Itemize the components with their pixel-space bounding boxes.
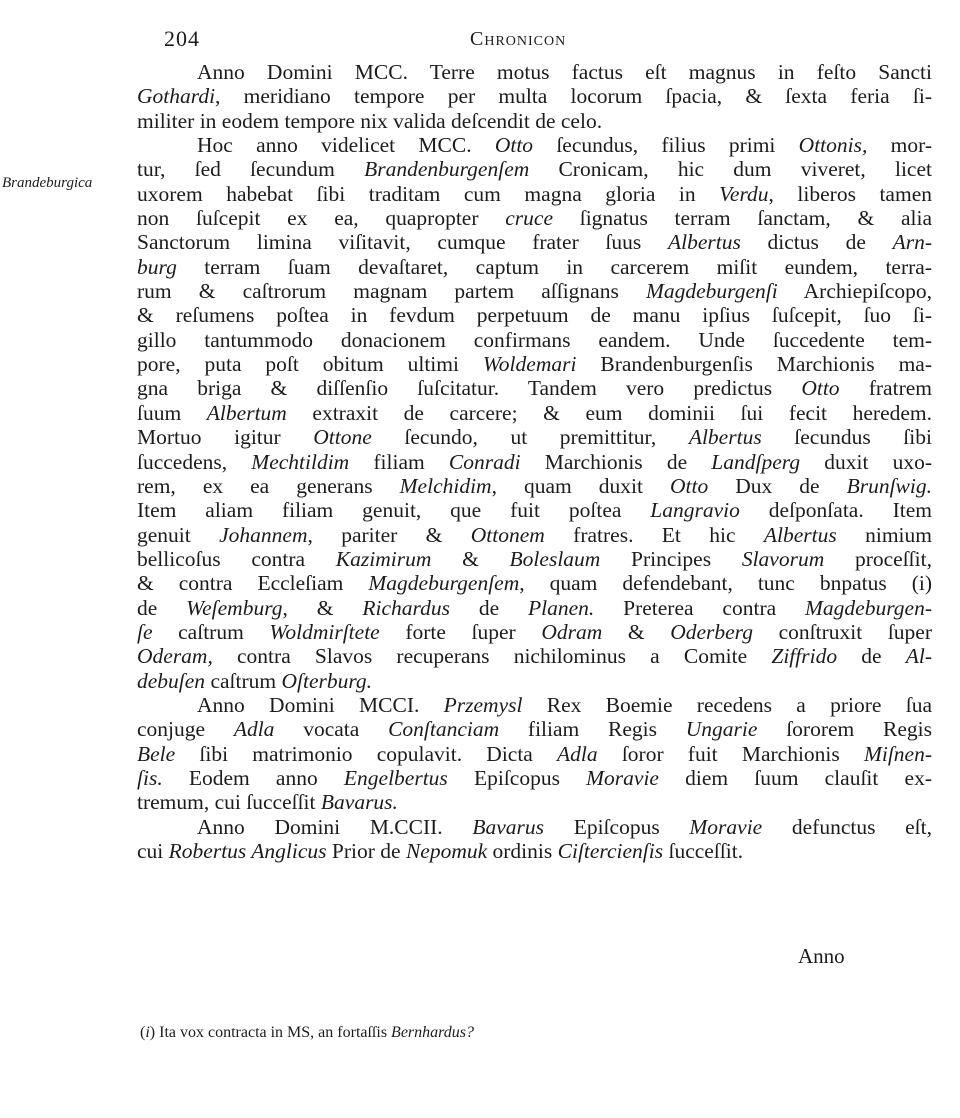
text-run: militer in eodem tempore nix valida deſcendit de celo. — [137, 108, 603, 133]
text-line — [137, 157, 932, 181]
italic-text: Gothardi — [137, 84, 216, 109]
text-run: de — [137, 595, 187, 620]
page-number: 204 — [164, 26, 200, 51]
italic-text: Nepomuk — [405, 839, 488, 863]
italic-text: Richardus — [362, 595, 450, 620]
text-run: nimium — [836, 522, 932, 547]
text-run: proceſſit, — [824, 546, 932, 571]
text-line — [137, 693, 932, 717]
italic-text: Albertus — [667, 230, 741, 255]
text-run: & reſumens poſtea in fevdum perpetuum de manu ipſius ſuſcepit, ſuo ſi- — [137, 303, 932, 328]
text-run: conſtruxit ſuper — [753, 619, 932, 644]
text-run: conjuge — [137, 717, 234, 742]
text-run: contra Slavos recuperans nichilominus a Comite — [212, 644, 772, 669]
italic-text: Ottonis, — [798, 133, 868, 158]
text-line — [137, 279, 932, 303]
italic-text: Odram — [541, 619, 603, 644]
italic-text: Otto — [669, 473, 709, 498]
italic-text: Kazimirum — [335, 546, 432, 571]
text-run: , pariter & — [307, 522, 471, 547]
italic-text: Brunſwig. — [846, 473, 932, 498]
text-run: cui — [137, 839, 169, 863]
text-line — [137, 596, 932, 620]
text-run: non ſuſcepit ex ea, quapropter — [137, 206, 506, 231]
text-run: filiam — [349, 449, 449, 474]
text-run: Anno Domini MCC. Terre motus factus eſt magnus in feſto Sancti — [197, 60, 932, 84]
italic-text: Johannem — [219, 522, 308, 547]
text-run: Brandenburgenſis Marchionis ma- — [576, 352, 932, 377]
text-run: rem, ex ea generans — [137, 473, 400, 498]
text-line — [137, 450, 932, 474]
text-run: de — [837, 644, 906, 669]
text-run: Archiepiſcopo, — [777, 279, 932, 304]
text-run: forte ſuper — [379, 619, 542, 644]
italic-text: Conſtanciam — [388, 717, 500, 742]
text-line — [137, 425, 932, 449]
text-run: ( — [140, 1024, 146, 1041]
text-line — [137, 790, 932, 814]
text-run: Cronicam, hic dum viveret, licet — [529, 157, 932, 182]
text-line — [137, 352, 932, 376]
text-run: ſuccedens, — [137, 449, 252, 474]
italic-text: Weſemburg — [186, 595, 283, 620]
italic-text: Ottonem — [470, 522, 545, 547]
text-line — [137, 376, 932, 400]
italic-text: Albertus — [763, 522, 837, 547]
text-run: defunctus eſt, — [762, 814, 932, 839]
text-run: Preterea contra — [594, 595, 806, 620]
text-run: Mortuo igitur — [137, 425, 314, 450]
italic-text: Oderam, — [137, 644, 213, 669]
italic-text: Robertus Anglicus — [168, 839, 327, 863]
text-line — [137, 498, 932, 522]
italic-text: Moravie — [689, 814, 763, 839]
text-run: Epiſcopus — [447, 765, 587, 790]
italic-text: ſe — [137, 619, 153, 644]
text-run: ſucceſſit. — [663, 839, 744, 863]
italic-text: Ungarie — [685, 717, 758, 742]
text-run: genuit — [137, 522, 220, 547]
italic-text: ſis. — [137, 765, 163, 790]
italic-text: Otto — [494, 133, 534, 158]
text-run: ſororem Regis — [757, 717, 932, 742]
text-run: , quam defendebant, tunc bnpatus (i) — [519, 571, 932, 596]
italic-text: Conradi — [448, 449, 521, 474]
text-run: Anno Domini M.CCII. — [197, 814, 473, 839]
text-run: fratrem — [839, 376, 932, 401]
page-header — [160, 26, 930, 56]
italic-text: Al- — [905, 644, 932, 669]
italic-text: Magdeburgenſi — [645, 279, 778, 304]
text-run: fratres. Et hic — [544, 522, 764, 547]
italic-text: Bernhardus? — [391, 1024, 475, 1041]
text-line — [137, 644, 932, 668]
italic-text: Arn- — [892, 230, 932, 255]
text-run: caſtrum — [152, 619, 270, 644]
footnote — [140, 1024, 474, 1042]
text-run: Rex Boemie recedens a priore ſua — [522, 692, 932, 717]
text-run: Item aliam filiam genuit, que fuit poſtea — [137, 498, 651, 523]
text-run: Prior de — [326, 839, 406, 863]
text-run: diem ſuum clauſit ex- — [658, 765, 932, 790]
text-run: Dux de — [708, 473, 847, 498]
text-run: ſuum — [137, 400, 207, 425]
text-run: dictus de — [740, 230, 893, 255]
italic-text: Moravie — [586, 765, 659, 790]
text-line — [137, 620, 932, 644]
text-run: Hoc anno videlicet MCC. — [197, 133, 495, 158]
italic-text: Bavarus — [472, 814, 545, 839]
text-line — [137, 206, 932, 230]
italic-text: Verdu — [719, 181, 769, 206]
text-run: , liberos tamen — [768, 181, 932, 206]
text-run: filiam Regis — [499, 717, 686, 742]
text-run: caſtrum — [205, 668, 282, 693]
text-run: extraxit de carcere; & eum dominii ſui fecit heredem. — [286, 400, 932, 425]
text-run: ſoror fuit Marchionis — [597, 741, 864, 766]
text-run: mor- — [867, 133, 932, 158]
italic-text: Adla — [557, 741, 598, 766]
italic-text: burg — [137, 254, 177, 279]
text-run: deſponſata. Item — [739, 498, 932, 523]
text-run: , meridiano tempore per multa locorum ſpacia, & ſexta feria ſi- — [215, 84, 932, 109]
text-run: & — [431, 546, 510, 571]
text-run: rum & caſtrorum magnam partem aſſignans — [137, 279, 646, 304]
text-run: ſignatus terram ſanctam, & alia — [553, 206, 932, 231]
italic-text: Oderberg — [670, 619, 753, 644]
text-line — [137, 523, 932, 547]
italic-text: Albertum — [206, 400, 287, 425]
text-run: & contra Eccleſiam — [137, 571, 369, 596]
italic-text: Planen. — [527, 595, 595, 620]
text-run: ordinis — [487, 839, 558, 863]
text-run: Sanctorum limina viſitavit, cumque frater ſuus — [137, 230, 668, 255]
italic-text: Adla — [233, 717, 275, 742]
text-run: Marchionis de — [520, 449, 712, 474]
italic-text: cruce — [505, 206, 553, 231]
text-line — [137, 547, 932, 571]
text-run: ſibi matrimonio copulavit. Dicta — [175, 741, 558, 766]
text-run: de — [449, 595, 528, 620]
italic-text: Albertus — [688, 425, 762, 450]
text-run: terram ſuam devaſtaret, captum in carcerem miſit eundem, terra- — [176, 254, 932, 279]
italic-text: Boleslaum — [509, 546, 601, 571]
italic-text: Langravio — [650, 498, 740, 523]
text-run: ſecundus ſibi — [761, 425, 932, 450]
running-head: Chronicon — [470, 28, 567, 50]
italic-text: Melchidim — [399, 473, 492, 498]
text-line — [137, 839, 932, 863]
italic-text: Przemysl — [443, 692, 523, 717]
text-line — [137, 303, 932, 327]
text-line — [137, 182, 932, 206]
text-run: vocata — [274, 717, 389, 742]
text-line — [137, 328, 932, 352]
text-run: bellicoſus contra — [137, 546, 336, 571]
italic-text: Bele — [137, 741, 176, 766]
italic-text: Otto — [801, 376, 840, 401]
italic-text: Woldmirſtete — [269, 619, 380, 644]
text-line — [137, 815, 932, 839]
italic-text: Ciſtercienſis — [557, 839, 664, 863]
text-run: , & — [282, 595, 363, 620]
text-run: gillo tantummodo donacionem confirmans eandem. Unde ſuccedente tem- — [137, 327, 932, 352]
text-line — [137, 84, 932, 108]
text-line — [137, 401, 932, 425]
text-line — [137, 60, 932, 84]
margin-note: Brandeburgica — [2, 175, 93, 191]
text-line — [137, 255, 932, 279]
italic-text: Brandenburgenſem — [364, 157, 530, 182]
italic-text: debuſen — [137, 668, 206, 693]
italic-text: Ottone — [313, 425, 372, 450]
text-run: & — [602, 619, 671, 644]
italic-text: Engelbertus — [343, 765, 448, 790]
catchword: Anno — [798, 944, 845, 968]
italic-text: Landſperg — [711, 449, 801, 474]
text-run: , quam duxit — [491, 473, 670, 498]
text-run: Epiſcopus — [544, 814, 690, 839]
italic-text: Magdeburgenſem — [368, 571, 520, 596]
text-line — [137, 766, 932, 790]
text-run: Anno Domini MCCI. — [197, 692, 444, 717]
italic-text: Miſnen- — [863, 741, 932, 766]
text-run: Principes — [600, 546, 742, 571]
text-line — [137, 230, 932, 254]
text-run: duxit uxo- — [800, 449, 932, 474]
text-line — [137, 742, 932, 766]
text-run: ) Ita vox contracta in MS, an fortaſſis — [149, 1024, 392, 1041]
text-line — [137, 474, 932, 498]
text-run: tremum, cui ſucceſſit — [137, 790, 321, 815]
text-run: gna briga & diſſenſio ſuſcitatur. Tandem vero predictus — [137, 376, 802, 401]
italic-text: Mechtildim — [251, 449, 350, 474]
text-line — [137, 669, 932, 693]
text-run: ſecundo, ut premittitur, — [371, 425, 689, 450]
italic-text: Ziffrido — [771, 644, 838, 669]
text-run: Eodem anno — [162, 765, 344, 790]
text-line — [137, 717, 932, 741]
text-line — [137, 571, 932, 595]
body-text — [137, 60, 932, 863]
italic-text: Woldemari — [482, 352, 577, 377]
italic-text: Bavarus. — [320, 790, 398, 815]
text-run: uxorem habebat ſibi traditam cum magna gloria in — [137, 181, 720, 206]
text-line — [137, 133, 932, 157]
italic-text: i — [145, 1024, 150, 1041]
italic-text: Magdeburgen- — [805, 595, 932, 620]
text-line — [137, 109, 932, 133]
text-run: pore, puta poſt obitum ultimi — [137, 352, 483, 377]
italic-text: Oſterburg. — [281, 668, 373, 693]
text-run: ſecundus, filius primi — [533, 133, 799, 158]
italic-text: Slavorum — [741, 546, 825, 571]
text-run: tur, ſed ſecundum — [137, 157, 365, 182]
